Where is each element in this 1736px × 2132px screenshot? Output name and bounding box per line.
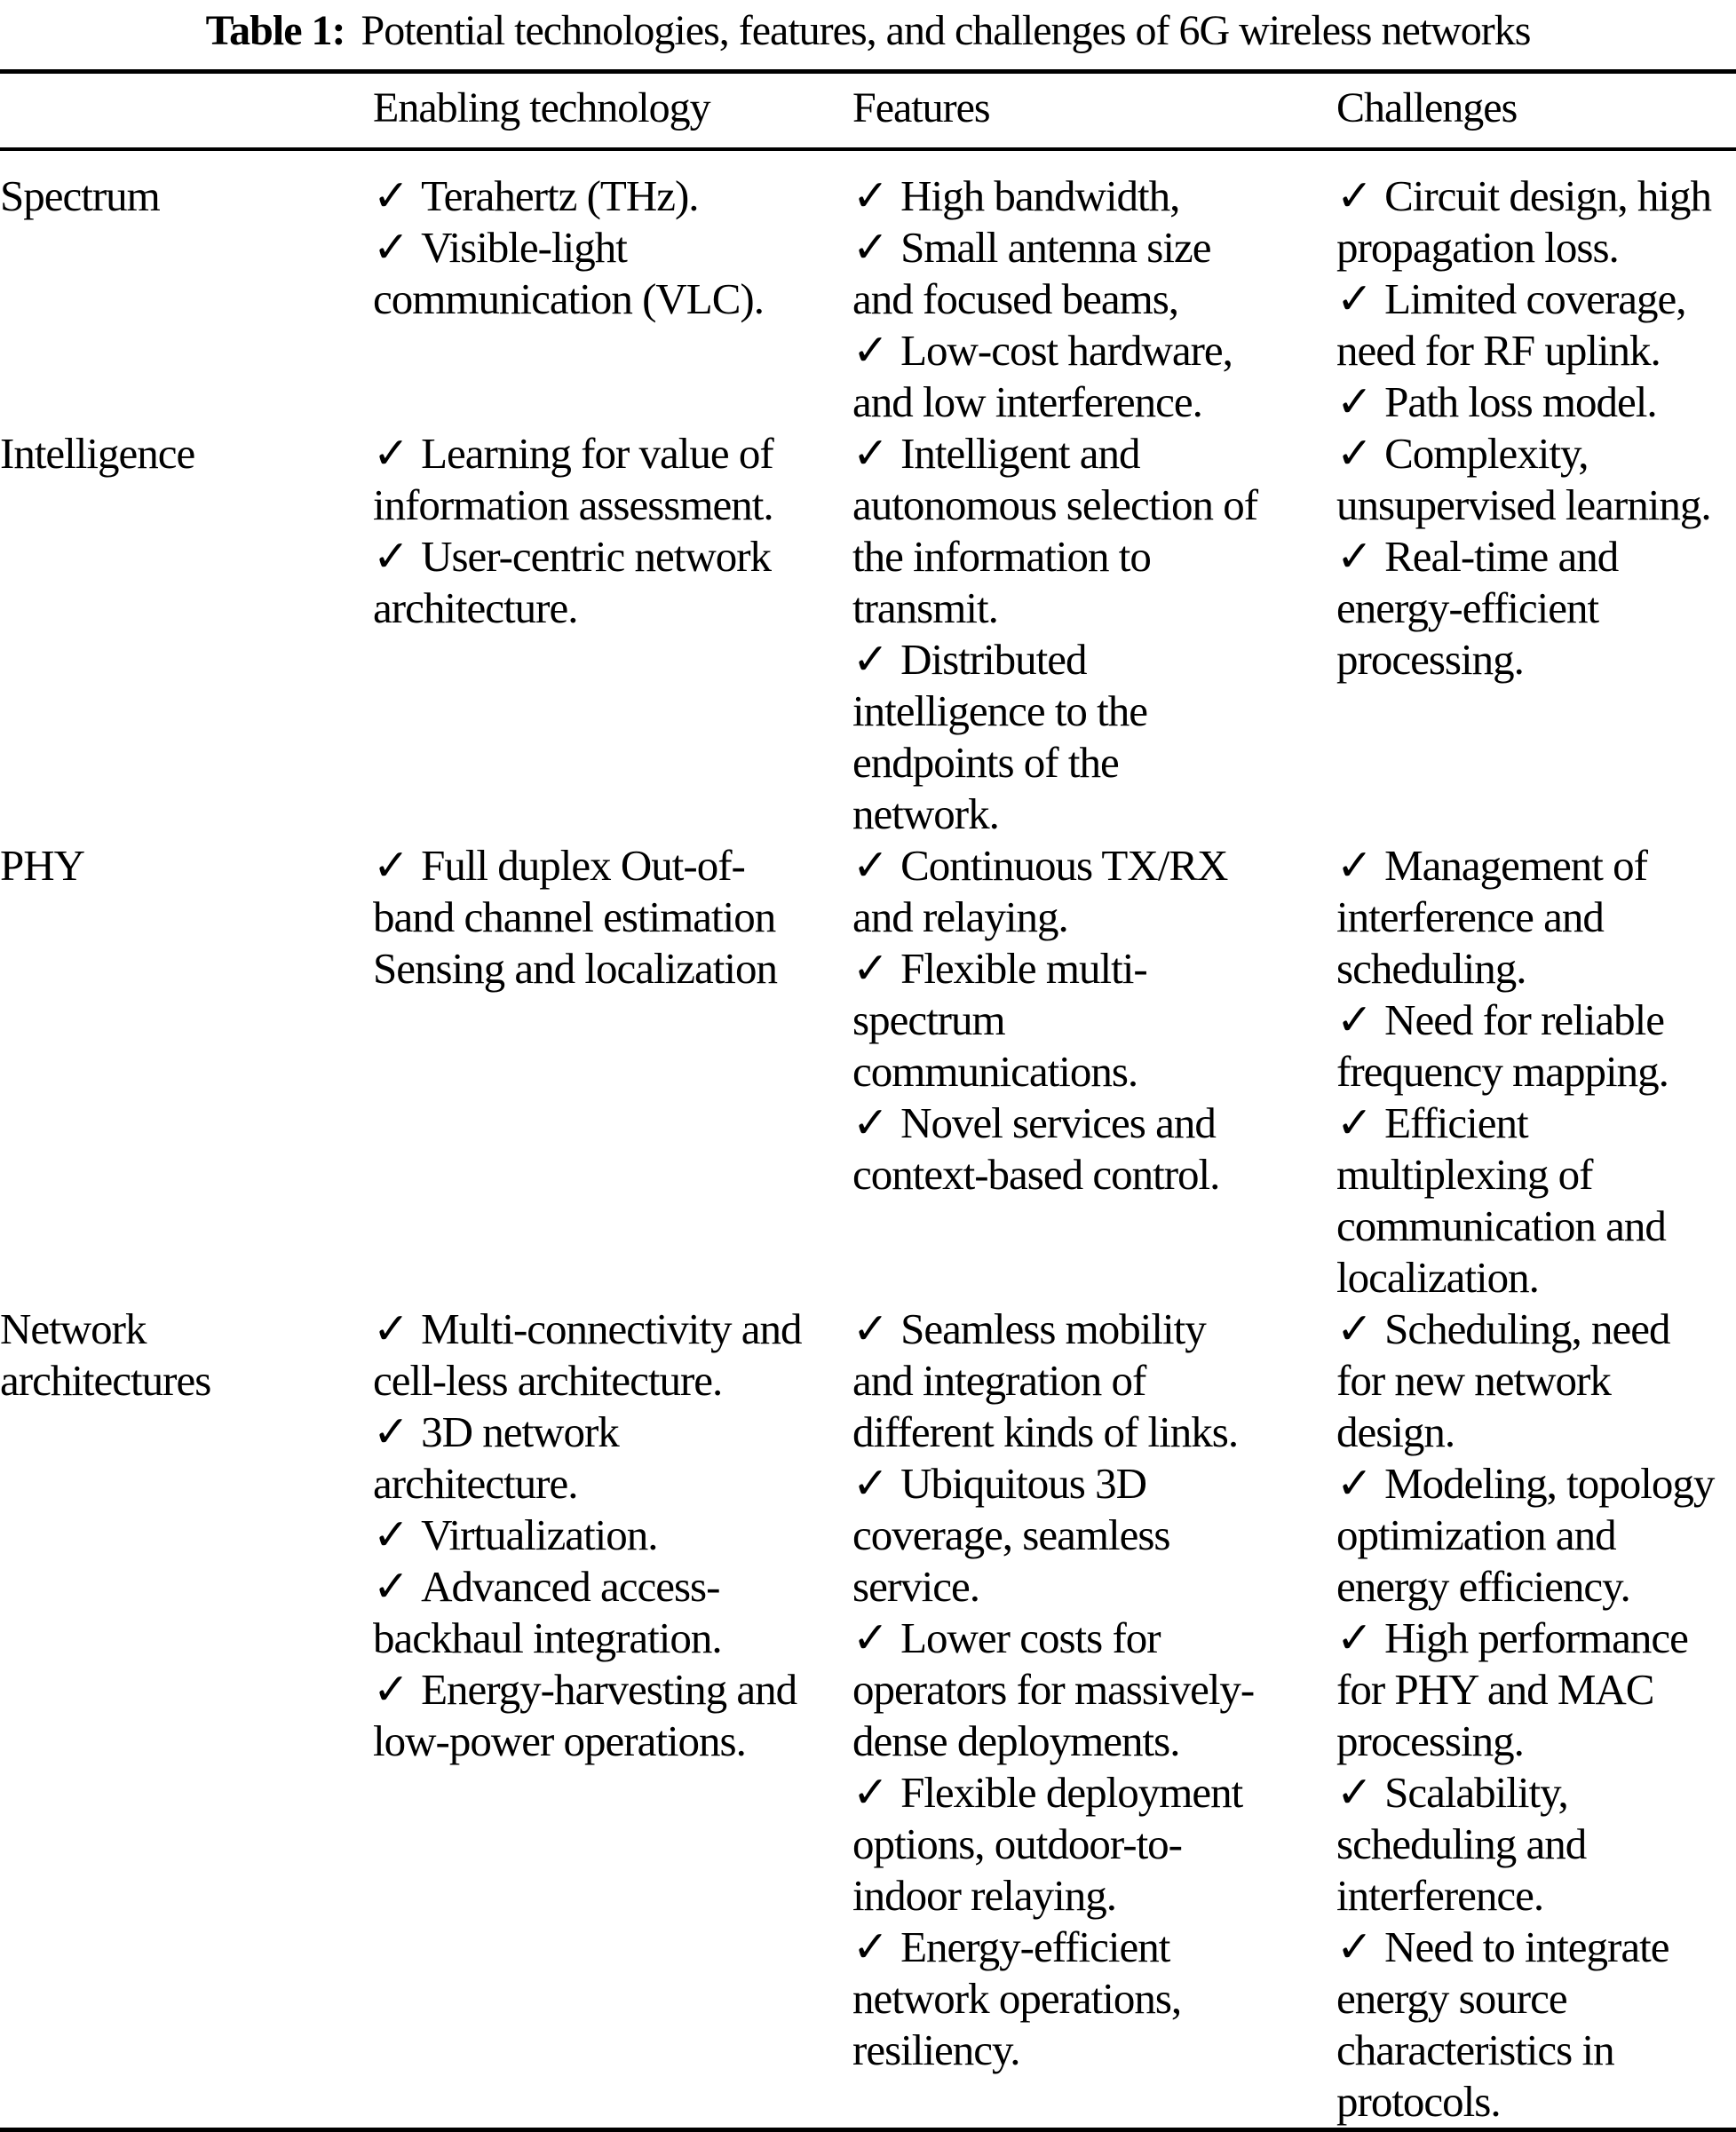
enabling-technology-cell xyxy=(373,428,852,840)
enabling-technology-cell xyxy=(373,1304,852,2130)
challenges-cell xyxy=(1336,428,1736,840)
features-cell xyxy=(852,1304,1336,2130)
header-challenges: Challenges xyxy=(1336,72,1736,150)
features-cell xyxy=(852,840,1336,1304)
check-item xyxy=(852,634,1261,840)
table-row xyxy=(0,840,1736,1304)
check-item-text: Scalability, scheduling and interference. xyxy=(1336,1768,1587,1920)
header-empty-cell xyxy=(0,72,373,150)
check-item-text: Energy-efficient network operations, resiliency. xyxy=(852,1922,1182,2074)
challenges-cell xyxy=(1336,840,1736,1304)
check-item-text: 3D network architecture. xyxy=(373,1407,619,1508)
checkmark-icon: ✓ xyxy=(373,1407,409,1456)
enabling-technology-cell xyxy=(373,149,852,428)
checkmark-icon: ✓ xyxy=(373,1304,409,1353)
checkmark-icon: ✓ xyxy=(1336,1768,1373,1817)
check-item xyxy=(852,943,1261,1098)
check-item xyxy=(852,1304,1261,1458)
check-item xyxy=(852,840,1261,943)
check-item-text: Continuous TX/RX and relaying. xyxy=(852,841,1228,941)
check-item xyxy=(852,1922,1261,2076)
checkmark-icon: ✓ xyxy=(1336,429,1373,478)
check-item xyxy=(1336,1767,1727,1922)
header-features: Features xyxy=(852,72,1336,150)
check-item-text: High performance for PHY and MAC processing. xyxy=(1336,1613,1688,1765)
challenges-cell xyxy=(1336,1304,1736,2130)
table-row xyxy=(0,428,1736,840)
checkmark-icon: ✓ xyxy=(852,223,889,272)
check-item xyxy=(373,1561,813,1664)
features-cell xyxy=(852,149,1336,428)
check-item xyxy=(373,222,813,325)
check-item xyxy=(852,222,1261,325)
check-item-text: Energy-harvesting and low-power operations. xyxy=(373,1665,797,1765)
checkmark-icon: ✓ xyxy=(1336,1922,1373,1971)
check-item-text: Real-time and energy-efficient processing. xyxy=(1336,532,1619,684)
table-row xyxy=(0,149,1736,428)
check-item xyxy=(373,1304,813,1407)
row-category-cell: Spectrum xyxy=(0,171,160,220)
checkmark-icon: ✓ xyxy=(852,1768,889,1817)
check-item-text: Novel services and context-based control. xyxy=(852,1098,1220,1199)
checkmark-icon: ✓ xyxy=(1336,841,1373,890)
check-item-text: User-centric network architecture. xyxy=(373,532,772,632)
check-item-text: Multi-connectivity and cell-less architecture. xyxy=(373,1304,802,1405)
checkmark-icon: ✓ xyxy=(1336,1613,1373,1662)
check-item xyxy=(373,170,813,222)
check-item-text: Path loss model. xyxy=(1384,377,1657,426)
check-item xyxy=(1336,840,1727,995)
check-item xyxy=(373,1510,813,1561)
check-item-text: Virtualization. xyxy=(421,1510,658,1559)
checkmark-icon: ✓ xyxy=(852,1922,889,1971)
check-item-text: Efficient multiplexing of communication and localization. xyxy=(1336,1098,1666,1302)
row-category-cell: Network architectures xyxy=(0,1304,211,1405)
checkmark-icon: ✓ xyxy=(852,1613,889,1662)
check-item xyxy=(373,840,813,995)
check-item-text: Modeling, topology optimization and energy efficiency. xyxy=(1336,1459,1715,1611)
checkmark-icon: ✓ xyxy=(1336,532,1373,581)
checkmark-icon: ✓ xyxy=(373,532,409,581)
checkmark-icon: ✓ xyxy=(1336,1459,1373,1508)
check-item-text: Limited coverage, need for RF uplink. xyxy=(1336,274,1686,375)
check-item-text: Terahertz (THz). xyxy=(421,171,699,220)
check-item-text: Flexible deployment options, outdoor-to-indoor relaying. xyxy=(852,1768,1243,1920)
table-caption-text: Potential technologies, features, and challenges of 6G wireless networks xyxy=(361,7,1531,54)
checkmark-icon: ✓ xyxy=(852,841,889,890)
check-item xyxy=(852,428,1261,634)
check-item-text: Full duplex Out-of-band channel estimation Sensing and localization xyxy=(373,841,777,993)
checkmark-icon: ✓ xyxy=(852,1098,889,1147)
header-row xyxy=(0,72,1736,150)
check-item-text: Intelligent and autonomous selection of the information to transmit. xyxy=(852,429,1258,632)
checkmark-icon: ✓ xyxy=(852,1304,889,1353)
check-item xyxy=(852,325,1261,428)
checkmark-icon: ✓ xyxy=(852,429,889,478)
checkmark-icon: ✓ xyxy=(373,1510,409,1559)
check-item-text: Seamless mobility and integration of different kinds of links. xyxy=(852,1304,1239,1456)
check-item-text: Need to integrate energy source characteristics in protocols. xyxy=(1336,1922,1669,2126)
check-item xyxy=(373,1407,813,1510)
table-row xyxy=(0,1304,1736,2130)
check-item-text: Need for reliable frequency mapping. xyxy=(1336,995,1669,1096)
table-header xyxy=(0,72,1736,150)
check-item xyxy=(1336,531,1727,686)
check-item xyxy=(1336,170,1727,273)
checkmark-icon: ✓ xyxy=(373,171,409,220)
check-item xyxy=(1336,1922,1727,2128)
features-cell xyxy=(852,428,1336,840)
checkmark-icon: ✓ xyxy=(1336,995,1373,1044)
checkmark-icon: ✓ xyxy=(373,429,409,478)
checkmark-icon: ✓ xyxy=(373,841,409,890)
check-item-text: Management of interference and scheduling. xyxy=(1336,841,1647,993)
check-item xyxy=(1336,1613,1727,1767)
header-enabling-technology: Enabling technology xyxy=(373,72,852,150)
checkmark-icon: ✓ xyxy=(852,635,889,684)
table-body xyxy=(0,149,1736,2130)
check-item xyxy=(1336,428,1727,531)
check-item xyxy=(852,170,1261,222)
check-item xyxy=(852,1767,1261,1922)
checkmark-icon: ✓ xyxy=(852,944,889,993)
check-item-text: Lower costs for operators for massively-dense deployments. xyxy=(852,1613,1255,1765)
checkmark-icon: ✓ xyxy=(373,1665,409,1714)
checkmark-icon: ✓ xyxy=(852,1459,889,1508)
check-item-text: Visible-light communication (VLC). xyxy=(373,223,764,323)
check-item xyxy=(1336,1304,1727,1458)
check-item-text: Learning for value of information assessment. xyxy=(373,429,773,529)
check-item xyxy=(852,1098,1261,1201)
check-item xyxy=(1336,1098,1727,1304)
check-item xyxy=(373,531,813,634)
check-item xyxy=(1336,273,1727,376)
row-category-cell: Intelligence xyxy=(0,429,195,478)
table-caption-label: Table 1: xyxy=(205,7,345,54)
check-item xyxy=(852,1613,1261,1767)
check-item-text: Complexity, unsupervised learning. xyxy=(1336,429,1711,529)
checkmark-icon: ✓ xyxy=(1336,274,1373,323)
check-item-text: High bandwidth, xyxy=(900,171,1180,220)
check-item xyxy=(373,428,813,531)
technologies-table xyxy=(0,69,1736,2132)
checkmark-icon: ✓ xyxy=(852,171,889,220)
checkmark-icon: ✓ xyxy=(852,326,889,375)
check-item-text: Advanced access-backhaul integration. xyxy=(373,1562,722,1662)
check-item xyxy=(373,1664,813,1767)
checkmark-icon: ✓ xyxy=(1336,1304,1373,1353)
challenges-cell xyxy=(1336,149,1736,428)
checkmark-icon: ✓ xyxy=(1336,171,1373,220)
checkmark-icon: ✓ xyxy=(373,1562,409,1611)
checkmark-icon: ✓ xyxy=(373,223,409,272)
check-item-text: Distributed intelligence to the endpoints of the network. xyxy=(852,635,1148,838)
check-item-text: Scheduling, need for new network design. xyxy=(1336,1304,1670,1456)
checkmark-icon: ✓ xyxy=(1336,1098,1373,1147)
check-item-text: Flexible multi-spectrum communications. xyxy=(852,944,1147,1096)
check-item xyxy=(1336,1458,1727,1613)
check-item xyxy=(852,1458,1261,1613)
check-item-text: Ubiquitous 3D coverage, seamless service. xyxy=(852,1459,1170,1611)
checkmark-icon: ✓ xyxy=(1336,377,1373,426)
check-item-text: Small antenna size and focused beams, xyxy=(852,223,1211,323)
enabling-technology-cell xyxy=(373,840,852,1304)
row-category-cell: PHY xyxy=(0,841,85,890)
check-item-text: Circuit design, high propagation loss. xyxy=(1336,171,1711,272)
check-item xyxy=(1336,995,1727,1098)
check-item xyxy=(1336,376,1727,428)
table-caption xyxy=(0,0,1736,57)
check-item-text: Low-cost hardware, and low interference. xyxy=(852,326,1233,426)
